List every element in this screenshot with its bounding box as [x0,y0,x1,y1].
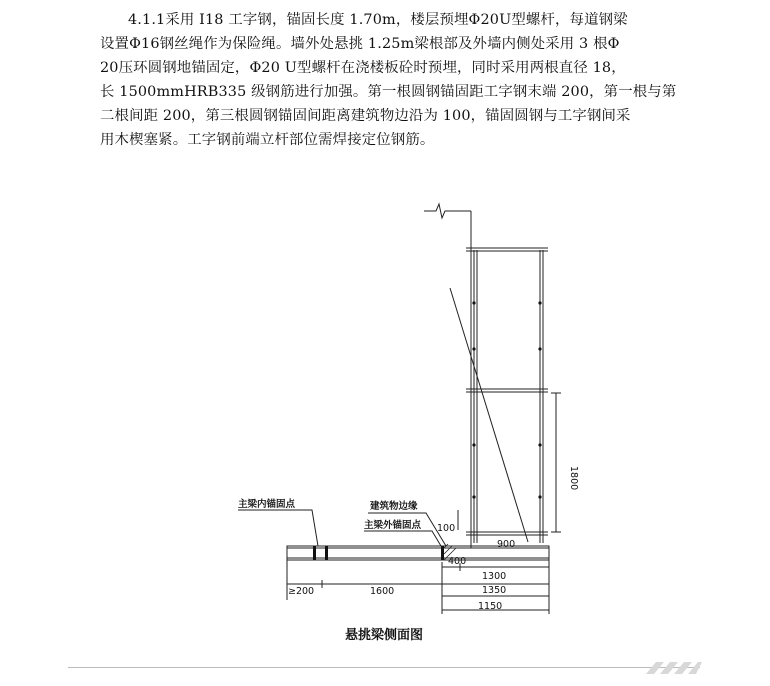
paragraph-line-1: 4.1.1采用 I18 工字钢，锚固长度 1.70m，楼层预埋Φ20U型螺杆，每道钢梁 [128,12,628,28]
safety-wire-rope [450,288,528,542]
label-inner-anchor: 主梁内锚固点 [238,499,296,510]
dim-label-ge200: ≥200 [288,586,315,597]
label-building-edge: 建筑物边缘 [370,501,418,512]
dim-label-1800: 1800 [568,466,579,491]
label-outer-anchor: 主梁外锚固点 [364,520,422,531]
dim-label-900: 900 [497,539,516,550]
dim-label-1150: 1150 [478,601,503,612]
leader-inner-anchor [238,510,318,546]
wall-break-line [424,204,471,218]
anchor-bar-1 [313,546,316,560]
anchor-bar-2 [325,546,328,560]
paragraph-line-6: 用木楔塞紧。工字钢前端立杆部位需焊接定位钢筋。 [100,132,435,148]
dim-label-100: 100 [437,523,456,534]
anchor-bar-3 [441,546,444,560]
paragraph-line-3: 20压环圆钢地锚固定，Φ20 U型螺杆在浇楼板砼时预埋，同时采用两根直径 18， [100,60,626,76]
dim-label-1300: 1300 [482,571,507,582]
leader-outer-anchor [364,531,441,546]
watermark-mark [646,660,702,674]
figure-caption: 悬挑梁侧面图 [345,628,424,643]
dim-label-1600: 1600 [370,586,395,597]
page-footer-rule [68,667,700,668]
paragraph-line-2: 设置Φ16钢丝绳作为保险绳。墙外处悬挑 1.25m梁根部及外墙内侧处采用 3 根Φ [100,36,620,52]
paragraph-line-5: 二根间距 200，第三根圆钢锚固间距离建筑物边沿为 100，锚固圆钢与工字钢间采 [100,108,631,124]
dim-label-1350: 1350 [482,585,507,596]
paragraph-line-4: 长 1500mmHRB335 级钢筋进行加强。第一根圆钢锚固距工字钢末端 200，第一根与第 [100,84,677,100]
dim-label-400: 400 [448,556,467,567]
